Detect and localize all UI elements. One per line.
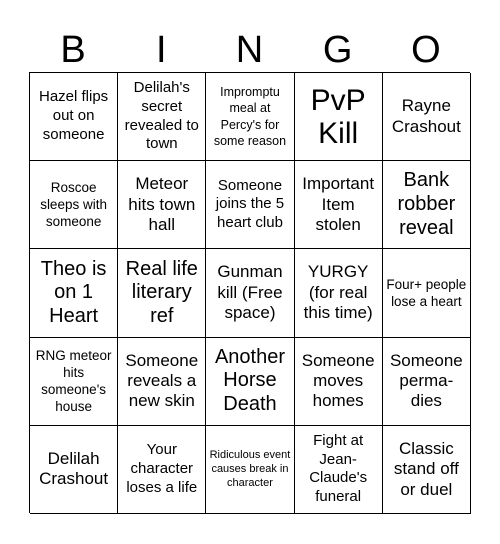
cell-text: Real life literary ref (125, 257, 198, 327)
bingo-cell-r3c1[interactable] (30, 249, 118, 337)
cell-text: PvP Kill (310, 83, 366, 150)
bingo-cell-r2c5[interactable] (383, 161, 471, 249)
bingo-cell-r2c1[interactable] (30, 161, 118, 249)
bingo-cell-r2c2[interactable] (118, 161, 206, 249)
cell-text: RNG meteor hits someone's house (35, 347, 112, 415)
cell-text: Gunman kill (Free space) (217, 262, 283, 323)
cell-text: Someone perma-dies (389, 350, 463, 411)
cell-text: Hazel flips out on someone (38, 88, 109, 143)
cell-text: Impromptu meal at Percy's for some reason (213, 85, 287, 148)
cell-text: Classic stand off or duel (393, 438, 459, 499)
bingo-cell-r3c3[interactable] (206, 249, 294, 337)
bingo-cell-r5c4[interactable] (295, 426, 383, 514)
header-letter-g: G (322, 29, 353, 71)
cell-text: Important Item stolen (302, 174, 375, 234)
bingo-cell-r4c3[interactable] (206, 338, 294, 426)
bingo-cell-r1c2[interactable] (118, 73, 206, 161)
bingo-cell-r3c5[interactable] (383, 249, 471, 337)
cell-text: Bank robber reveal (397, 169, 456, 239)
bingo-cell-r1c5[interactable] (383, 73, 471, 161)
bingo-cell-r5c1[interactable] (30, 426, 118, 514)
header-letter-i: I (156, 29, 167, 71)
cell-text: Another Horse Death (214, 345, 285, 415)
cell-text: Theo is on 1 Heart (40, 257, 107, 327)
cell-text: YURGY (for real this time) (303, 262, 373, 323)
cell-text: Someone reveals a new skin (125, 350, 199, 411)
cell-text: Delilah Crashout (39, 448, 109, 489)
cell-text: Someone joins the 5 heart club (215, 176, 285, 232)
cell-text: Meteor hits town hall (128, 174, 196, 234)
header-letter-b: B (60, 29, 86, 71)
bingo-cell-r1c1[interactable] (30, 73, 118, 161)
bingo-cell-r5c5[interactable] (383, 426, 471, 514)
bingo-cell-r4c5[interactable] (383, 338, 471, 426)
cell-text: Your character loses a life (126, 441, 198, 496)
cell-text: Ridiculous event causes break in character (209, 448, 291, 490)
bingo-cell-r3c2[interactable] (118, 249, 206, 337)
header-letter-n: N (235, 29, 264, 71)
bingo-header (29, 28, 470, 72)
cell-text: Four+ people lose a heart (386, 276, 467, 309)
bingo-cell-r5c2[interactable] (118, 426, 206, 514)
bingo-cell-r2c3[interactable] (206, 161, 294, 249)
cell-text: Someone moves homes (301, 350, 375, 411)
cell-text: Rayne Crashout (391, 96, 461, 136)
bingo-cell-r2c4[interactable] (295, 161, 383, 249)
bingo-board (29, 72, 470, 513)
bingo-cell-r4c2[interactable] (118, 338, 206, 426)
cell-text: Delilah's secret revealed to town (124, 79, 199, 153)
bingo-cell-r5c3[interactable] (206, 426, 294, 514)
bingo-cell-r1c3[interactable] (206, 73, 294, 161)
cell-text: Roscoe sleeps with someone (40, 179, 107, 230)
bingo-cell-r4c1[interactable] (30, 338, 118, 426)
bingo-cell-r3c4[interactable] (295, 249, 383, 337)
header-letter-o: O (411, 29, 441, 71)
bingo-cell-r4c4[interactable] (295, 338, 383, 426)
bingo-cell-r1c4[interactable] (295, 73, 383, 161)
cell-text: Fight at Jean-Claude's funeral (309, 431, 368, 506)
